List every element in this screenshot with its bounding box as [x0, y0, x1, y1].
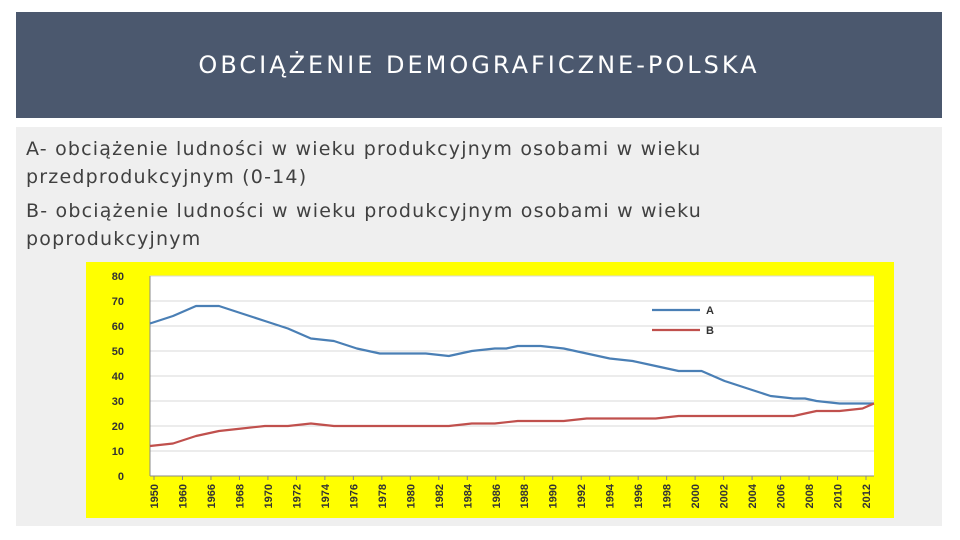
x-tick-label: 1968: [234, 484, 247, 509]
x-tick-label: 1976: [348, 484, 361, 509]
x-tick-label: 1994: [604, 484, 617, 509]
x-tick-label: 2006: [775, 484, 788, 509]
definition-a-label: A: [26, 138, 40, 160]
y-tick-label: 80: [111, 271, 124, 283]
chart-container: [86, 262, 894, 518]
x-tick-label: 1950: [149, 484, 161, 509]
y-tick-label: 40: [111, 371, 124, 383]
x-tick-label: 2002: [718, 484, 731, 509]
x-tick-label: 1966: [205, 484, 218, 509]
x-tick-label: 2004: [747, 484, 760, 509]
x-tick-label: 1980: [405, 484, 418, 509]
x-tick-label: 1984: [462, 484, 475, 509]
title-bar: [16, 12, 942, 118]
definition-b: [26, 197, 786, 253]
y-tick-label: 50: [111, 346, 124, 358]
x-tick-label: 1988: [519, 484, 532, 509]
y-tick-label: 70: [111, 296, 124, 308]
x-tick-label: 1970: [262, 484, 275, 509]
x-tick-label: 1998: [661, 484, 674, 509]
y-tick-label: 0: [117, 471, 124, 483]
y-tick-label: 10: [111, 446, 124, 458]
definition-a: [26, 135, 786, 191]
x-tick-label: 2008: [804, 484, 817, 509]
x-tick-label: 1986: [490, 484, 503, 509]
x-tick-label: 2000: [690, 484, 703, 509]
slide-title: OBCIĄŻENIE DEMOGRAFICZNE-POLSKA: [198, 51, 760, 79]
x-tick-label: 1992: [576, 484, 589, 509]
x-tick-label: 1990: [547, 484, 560, 509]
x-tick-label: 1996: [633, 484, 646, 509]
x-tick-label: 1974: [319, 484, 332, 509]
line-chart: [86, 262, 894, 518]
definition-a-text: - obciążenie ludności w wieku produkcyjnym osobami w wieku przedprodukcyjnym (0-14): [26, 138, 702, 188]
x-tick-label: 1960: [177, 484, 190, 509]
x-tick-label: 1982: [433, 484, 446, 509]
definition-b-text: - obciążenie ludności w wieku produkcyjnym osobami w wieku poprodukcyjnym: [26, 200, 703, 250]
x-tick-label: 2012: [861, 484, 873, 509]
y-tick-label: 30: [111, 396, 124, 408]
x-tick-label: 1972: [291, 484, 304, 509]
x-tick-label: 1978: [376, 484, 389, 509]
legend-label-a: A: [706, 305, 714, 317]
definition-b-label: B: [26, 200, 41, 222]
x-tick-label: 2010: [832, 484, 845, 509]
y-tick-label: 20: [111, 421, 124, 433]
legend-label-b: B: [706, 325, 714, 337]
y-tick-label: 60: [111, 321, 124, 333]
